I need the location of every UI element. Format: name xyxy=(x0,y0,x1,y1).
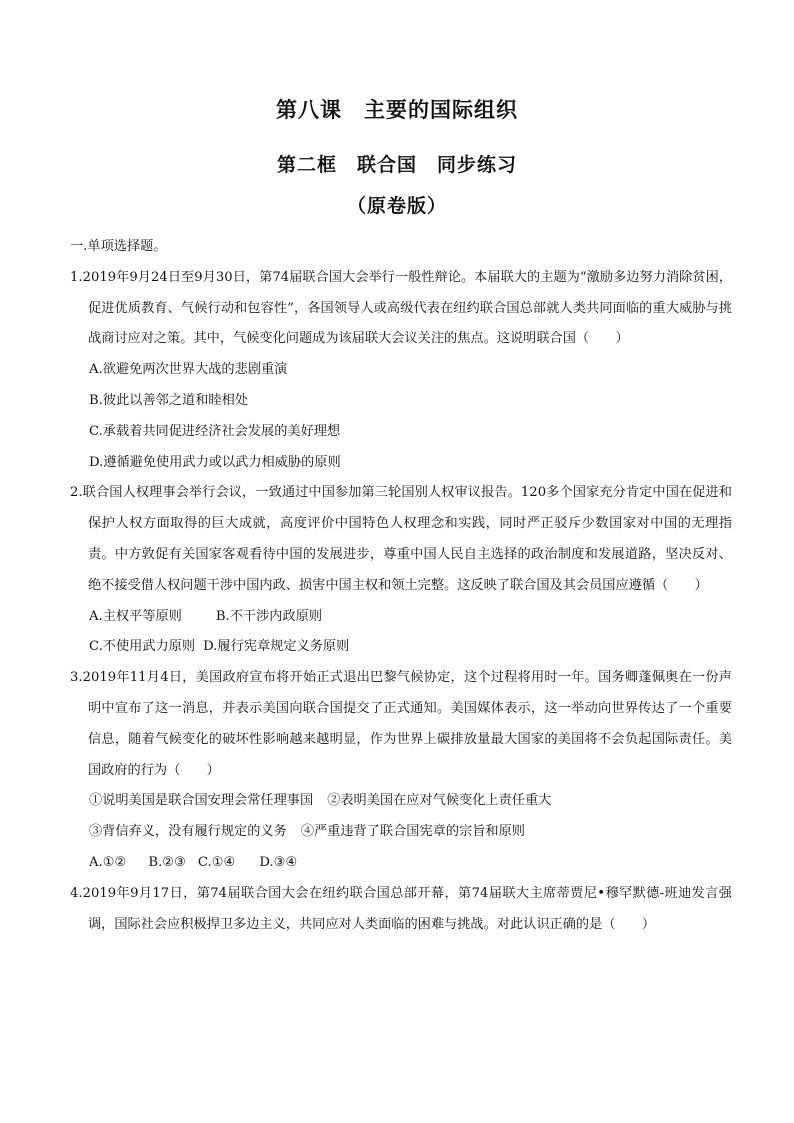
section-heading: 一.单项选择题。 xyxy=(70,239,167,254)
question-4 xyxy=(70,879,732,941)
choice-c: C.①④ xyxy=(197,854,236,870)
question-stem: 4.2019年9月17日，第74届联合国大会在纽约联合国总部开幕，第74届联大主席蒂贾尼•穆罕默德-班迪发言强调，国际社会应积极捍卫多边主义，共同应对人类面临的困难与挑战。对此认识正确的是（ ） xyxy=(70,885,732,932)
option-row xyxy=(70,632,732,663)
lesson-subtitle: 第二框 联合国 同步练习 xyxy=(276,154,517,176)
option-d: D.履行宪章规定义务原则 xyxy=(203,639,350,655)
statement-row xyxy=(70,817,732,848)
question-stem: 1.2019年9月24日至9月30日，第74届联合国大会举行一般性辩论。本届联大的主题为“激励多边努力消除贫困，促进优质教育、气候行动和包容性”，各国领导人或高级代表在纽约联合国总部就人类共同面临的重大威胁与挑战商讨应对之策。其中，气候变化问题成为该届联大会议关注的焦点。这说明联合国（ ） xyxy=(70,269,732,347)
lesson-title: 第八课 主要的国际组织 xyxy=(276,98,518,122)
exercise-content xyxy=(70,232,732,940)
option-a: A.主权平等原则 xyxy=(89,608,182,624)
statement-4: ④严重违背了联合国宪章的宗旨和原则 xyxy=(300,824,525,840)
option-row xyxy=(70,602,732,633)
choice-row xyxy=(70,848,732,879)
question-stem: 2.联合国人权理事会举行会议，一致通过中国参加第三轮国别人权审议报告。120多个国家充分肯定中国在促进和保护人权方面取得的巨大成就，高度评价中国特色人权理念和实践，同时严正驳斥少数国家对中国的无理指责。中方敦促有关国家客观看待中国的发展进步，尊重中国人民自主选择的政治制度和发展道路，坚决反对、绝不接受借人权问题干涉中国内政、损害中国主权和领土完整。这反映了联合国及其会员国应遵循（ ） xyxy=(70,485,732,593)
statement-row xyxy=(70,786,732,817)
question-3 xyxy=(70,663,732,879)
choice-d: D.③④ xyxy=(259,854,298,870)
option-c: C.承载着共同促进经济社会发展的美好理想 xyxy=(89,423,341,439)
option-b: B.彼此以善邻之道和睦相处 xyxy=(89,392,248,408)
option-c: C.不使用武力原则 xyxy=(89,639,196,655)
version-label: （原卷版） xyxy=(346,195,447,217)
choice-b: B.②③ xyxy=(148,854,186,870)
question-stem: 3.2019年11月4日，美国政府宣布将开始正式退出巴黎气候协定，这个过程将用时一年。国务卿蓬佩奥在一份声明中宣布了这一消息，并表示美国向联合国提交了正式通知。美国媒体表示，这一举动向世界传达了一个重要信息，随着气候变化的破坏性影响越来越明显，作为世界上碳排放量最大国家的美国将不会负起国际责任。美国政府的行为（ ） xyxy=(70,670,732,778)
question-1 xyxy=(70,263,732,479)
option-b: B.不干涉内政原则 xyxy=(215,608,323,624)
option-d: D.遵循避免使用武力或以武力相威胁的原则 xyxy=(89,454,341,470)
statement-1: ①说明美国是联合国安理会常任理事国 xyxy=(89,793,314,809)
option-a: A.欲避免两次世界大战的悲剧重演 xyxy=(89,362,288,378)
choice-a: A.①② xyxy=(89,854,127,870)
question-2 xyxy=(70,478,732,663)
statement-2: ②表明美国在应对气候变化上责任重大 xyxy=(327,793,552,809)
statement-3: ③背信弃义，没有履行规定的义务 xyxy=(89,824,287,840)
